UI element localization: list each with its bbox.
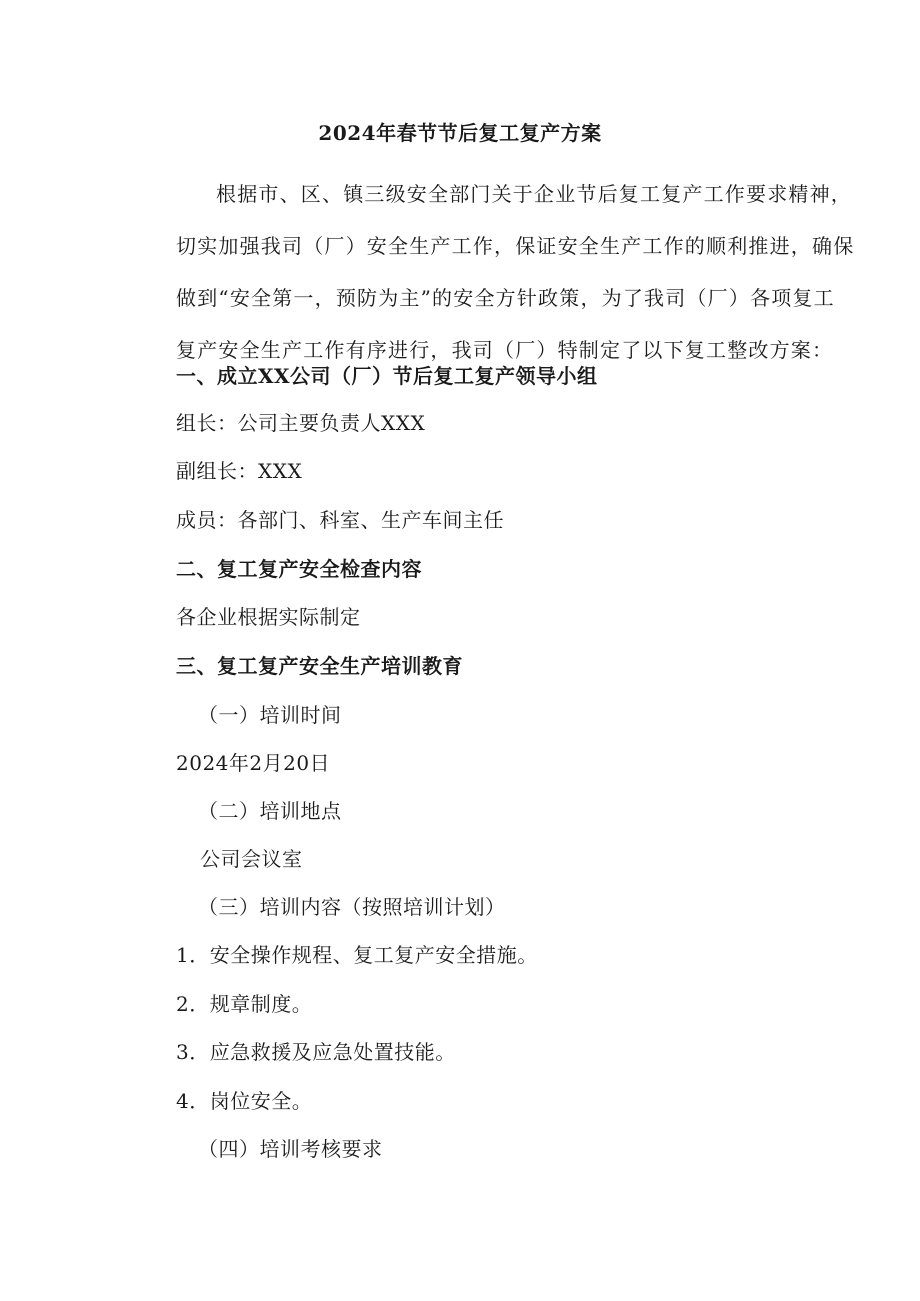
list-item: 2．规章制度。	[176, 992, 313, 1016]
list-item: 3．应急救援及应急处置技能。	[176, 1040, 456, 1064]
sub3-heading: （三）培训内容（按照培训计划）	[198, 895, 506, 919]
intro-line-3: 做到“安全第一，预防为主”的安全方针政策，为了我司（厂）各项复工	[176, 286, 835, 310]
section1-leader: 组长：公司主要负责人XXX	[176, 411, 426, 435]
sub1-heading: （一）培训时间	[198, 703, 342, 727]
sub2-heading: （二）培训地点	[198, 799, 342, 823]
intro-paragraph	[176, 168, 855, 376]
section1-heading: 一、成立XX公司（厂）节后复工复产领导小组	[176, 364, 598, 388]
sub2-body: 公司会议室	[200, 847, 303, 871]
sub1-body: 2024年2月20日	[176, 751, 331, 775]
document-title: 2024年春节节后复工复产方案	[318, 121, 602, 145]
sub4-heading: （四）培训考核要求	[198, 1137, 383, 1161]
intro-line-4: 复产安全生产工作有序进行，我司（厂）特制定了以下复工整改方案：	[176, 338, 834, 362]
intro-line-1: 根据市、区、镇三级安全部门关于企业节后复工复产工作要求精神，	[216, 182, 852, 206]
list-item: 4．岗位安全。	[176, 1089, 313, 1113]
section2-body: 各企业根据实际制定	[176, 605, 361, 629]
section1-members: 成员：各部门、科室、生产车间主任	[176, 508, 504, 532]
section2-heading: 二、复工复产安全检查内容	[176, 557, 422, 581]
intro-line-2: 切实加强我司（厂）安全生产工作，保证安全生产工作的顺利推进，确保	[176, 234, 855, 258]
section1-deputy: 副组长：XXX	[176, 459, 303, 483]
section3-heading: 三、复工复产安全生产培训教育	[176, 654, 463, 678]
list-item: 1．安全操作规程、复工复产安全措施。	[176, 943, 538, 967]
